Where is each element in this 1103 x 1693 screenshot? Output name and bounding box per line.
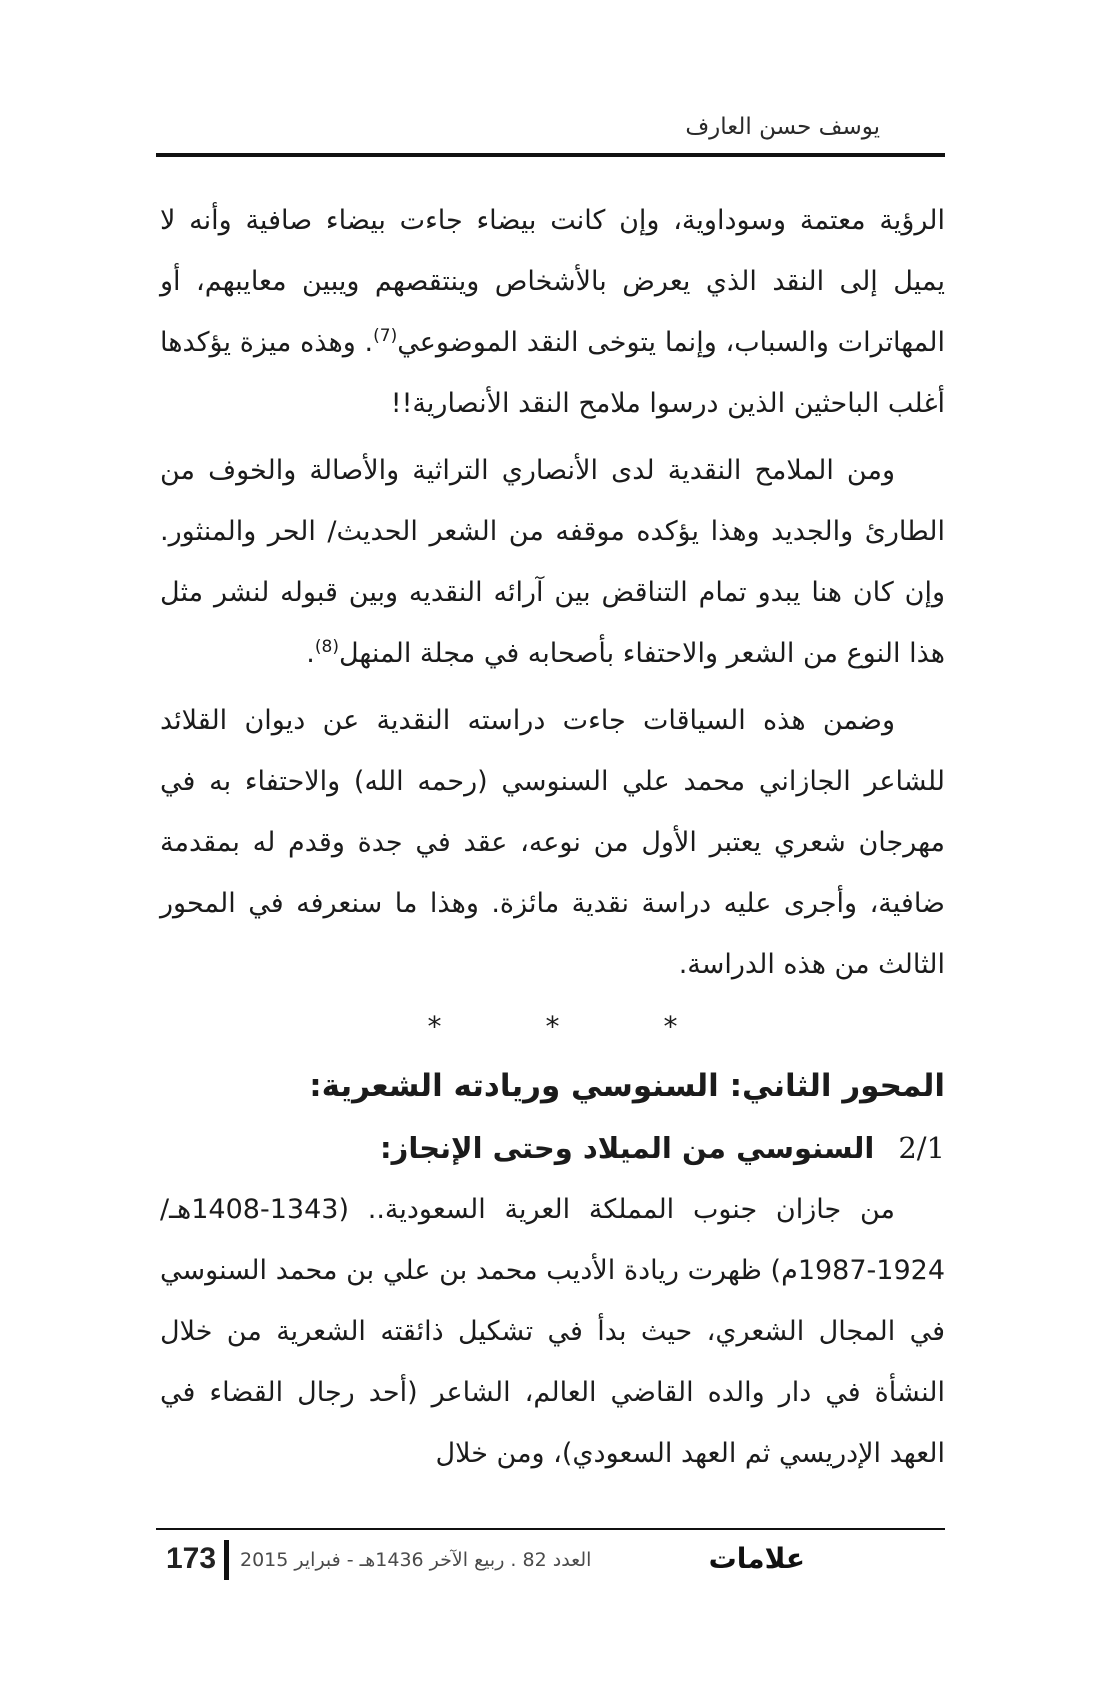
divider-star: *: [545, 1010, 560, 1043]
subsection-number: 2/1: [898, 1131, 945, 1165]
footer-rule: [156, 1528, 945, 1530]
paragraph-2-text: ومن الملامح النقدية لدى الأنصاري التراثية والأصالة والخوف من الطارئ والجديد وهذا يؤكده موقفه من الشعر الحديث/ الحر والمنثور. وإن كان هنا يبدو تمام التناقض بين آرائه النقديه وبين قبوله لنشر مثل هذا النوع من الشعر والاحتفاء بأصحابه في مجلة المنهل: [160, 455, 945, 669]
paragraph-2-tail: .: [306, 638, 315, 669]
paragraph-1-tail: . وهذه ميزة يؤكدها أغلب الباحثين الذين درسوا ملامح النقد الأنصارية!!: [160, 327, 945, 419]
footnote-ref-8: (8): [314, 637, 339, 657]
paragraph-1: [160, 190, 945, 434]
footnote-ref-7: (7): [373, 326, 398, 346]
divider-star: *: [427, 1010, 442, 1043]
footer-separator-bar: [224, 1540, 229, 1580]
paragraph-1-text: الرؤية معتمة وسوداوية، وإن كانت بيضاء جاءت بيضاء صافية وأنه لا يميل إلى النقد الذي يعرض بالأشخاص وينتقصهم ويبين معايبهم، أو المهاترات والسباب، وإنما يتوخى النقد الموضوعي: [160, 205, 945, 358]
page-footer: [156, 1538, 945, 1582]
paragraph-3: وضمن هذه السياقات جاءت دراسته النقدية عن ديوان القلائد للشاعر الجازاني محمد علي السنوسي (رحمه الله) والاحتفاء به في مهرجان شعري يعتبر الأول من نوعه، عقد في جدة وقدم له بمقدمة ضافية، وأجرى عليه دراسة نقدية مائزة. وهذا ما سنعرفه في المحور الثالث من هذه الدراسة.: [160, 705, 945, 980]
section-divider-stars: [160, 999, 945, 1055]
page-body: [160, 190, 945, 1484]
subsection-title-text: السنوسي من الميلاد وحتى الإنجاز:: [380, 1131, 875, 1165]
page-number: 173: [166, 1542, 217, 1575]
journal-logo: علامات: [708, 1542, 805, 1575]
paragraph-4: من جازان جنوب المملكة العرية السعودية.. (1343-1408هـ/ 1924-1987م) ظهرت ريادة الأديب محمد بن علي بن محمد السنوسي في المجال الشعري، حيث بدأ في تشكيل ذائقته الشعرية من خلال النشأة في دار والده القاضي العالم، الشاعر (أحد رجال القضاء في العهد الإدريسي ثم العهد السعودي)، ومن خلال: [160, 1194, 945, 1469]
issue-info: العدد 82 . ربيع الآخر 1436هـ - فبراير 2015: [240, 1549, 592, 1571]
running-head-author: يوسف حسن العارف: [685, 114, 880, 140]
paragraph-2: [160, 440, 945, 684]
section-heading: المحور الثاني: السنوسي وريادته الشعرية:: [309, 1068, 945, 1104]
subsection-heading: [160, 1117, 945, 1179]
header-rule: [156, 153, 945, 157]
divider-star: *: [663, 1010, 678, 1043]
